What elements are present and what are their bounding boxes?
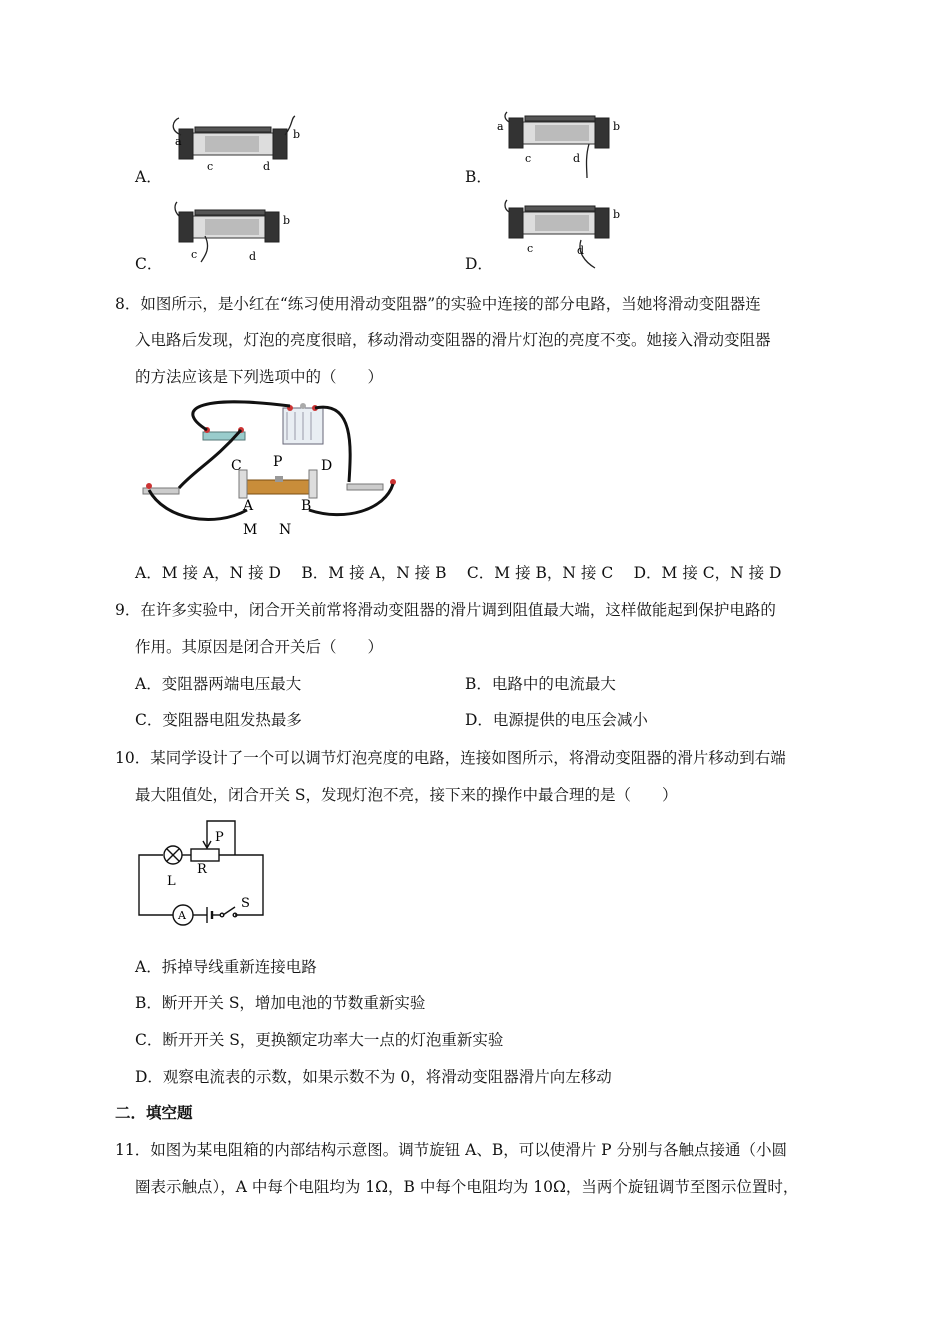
q8-circuit-figure <box>135 400 415 540</box>
rheostat-figure-b <box>495 108 635 188</box>
rheostat-label-c: c <box>191 248 198 261</box>
q8-label-b: B <box>301 498 312 514</box>
q8-label-m: M <box>243 522 258 538</box>
rheostat-label-d: d <box>263 160 271 173</box>
q10-option-a[interactable]: A．拆掉导线重新连接电路 <box>135 958 317 976</box>
q10-label-p: P <box>215 830 224 845</box>
q7-option-d-label[interactable]: D． <box>465 255 493 273</box>
rheostat-label-b: b <box>283 214 291 227</box>
rheostat-label-b: b <box>613 208 621 221</box>
q10-label-r: R <box>197 862 207 877</box>
rheostat-figure-a <box>165 110 305 180</box>
rheostat-label-a: a <box>175 135 182 148</box>
q8-stem-line3: 的方法应该是下列选项中的（ ） <box>135 368 384 386</box>
section-title-fill-in: 二．填空题 <box>115 1103 193 1122</box>
q10-option-b[interactable]: B．断开开关 S，增加电池的节数重新实验 <box>135 994 426 1012</box>
rheostat-label-d: d <box>577 244 585 257</box>
rheostat-label-d: d <box>573 152 581 165</box>
rheostat-figure-d <box>495 196 635 271</box>
q9-stem-line2: 作用。其原因是闭合开关后（ ） <box>135 638 384 656</box>
rheostat-label-c: c <box>527 242 534 255</box>
q10-circuit-diagram <box>135 815 275 925</box>
q8-label-c: C <box>231 458 242 474</box>
q10-stem-line2: 最大阻值处，闭合开关 S，发现灯泡不亮，接下来的操作中最合理的是（ ） <box>135 786 678 804</box>
rheostat-label-b: b <box>293 128 301 141</box>
q8-label-p: P <box>273 454 283 470</box>
q10-label-a: A <box>178 909 186 922</box>
q11-stem-line2: 圈表示触点），A 中每个电阻均为 1Ω，B 中每个电阻均为 10Ω，当两个旋钮调节至图示位置时， <box>135 1178 799 1196</box>
rheostat-label-b: b <box>613 120 621 133</box>
q9-option-c[interactable]: C．变阻器电阻发热最多 <box>135 711 302 729</box>
q8-stem-line1: 8．如图所示，是小红在“练习使用滑动变阻器”的实验中连接的部分电路，当她将滑动变阻器连 <box>115 295 761 313</box>
q8-options[interactable]: A．M 接 A，N 接 D B．M 接 A，N 接 B C．M 接 B，N 接 C D．M 接 C，N 接 D <box>135 564 782 582</box>
q10-label-s: S <box>241 896 250 911</box>
q7-option-a-label[interactable]: A． <box>135 168 162 186</box>
q9-stem-line1: 9．在许多实验中，闭合开关前常将滑动变阻器的滑片调到阻值最大端，这样做能起到保护电路的 <box>115 601 776 619</box>
q11-stem-line1: 11．如图为某电阻箱的内部结构示意图。调节旋钮 A、B，可以使滑片 P 分别与各触点接通（小圆 <box>115 1141 788 1159</box>
q9-option-a[interactable]: A．变阻器两端电压最大 <box>135 675 302 693</box>
rheostat-figure-c <box>165 198 305 268</box>
q7-option-b-label[interactable]: B． <box>465 168 492 186</box>
q10-option-d[interactable]: D．观察电流表的示数，如果示数不为 0，将滑动变阻器滑片向左移动 <box>135 1068 612 1086</box>
rheostat-label-a: a <box>497 120 504 133</box>
rheostat-label-c: c <box>207 160 214 173</box>
q8-label-d: D <box>321 458 333 474</box>
q10-label-l: L <box>167 874 176 889</box>
q10-option-c[interactable]: C．断开开关 S，更换额定功率大一点的灯泡重新实验 <box>135 1031 504 1049</box>
q8-label-n: N <box>279 522 292 538</box>
rheostat-label-d: d <box>249 250 257 263</box>
q9-option-b[interactable]: B．电路中的电流最大 <box>465 675 616 693</box>
q10-stem-line1: 10．某同学设计了一个可以调节灯泡亮度的电路，连接如图所示，将滑动变阻器的滑片移动到右端 <box>115 749 786 767</box>
q8-label-a: A <box>243 498 254 514</box>
q9-option-d[interactable]: D．电源提供的电压会减小 <box>465 711 648 729</box>
q7-option-c-label[interactable]: C． <box>135 255 163 273</box>
rheostat-label-c: c <box>525 152 532 165</box>
q8-stem-line2: 入电路后发现，灯泡的亮度很暗，移动滑动变阻器的滑片灯泡的亮度不变。她接入滑动变阻器 <box>135 331 771 349</box>
